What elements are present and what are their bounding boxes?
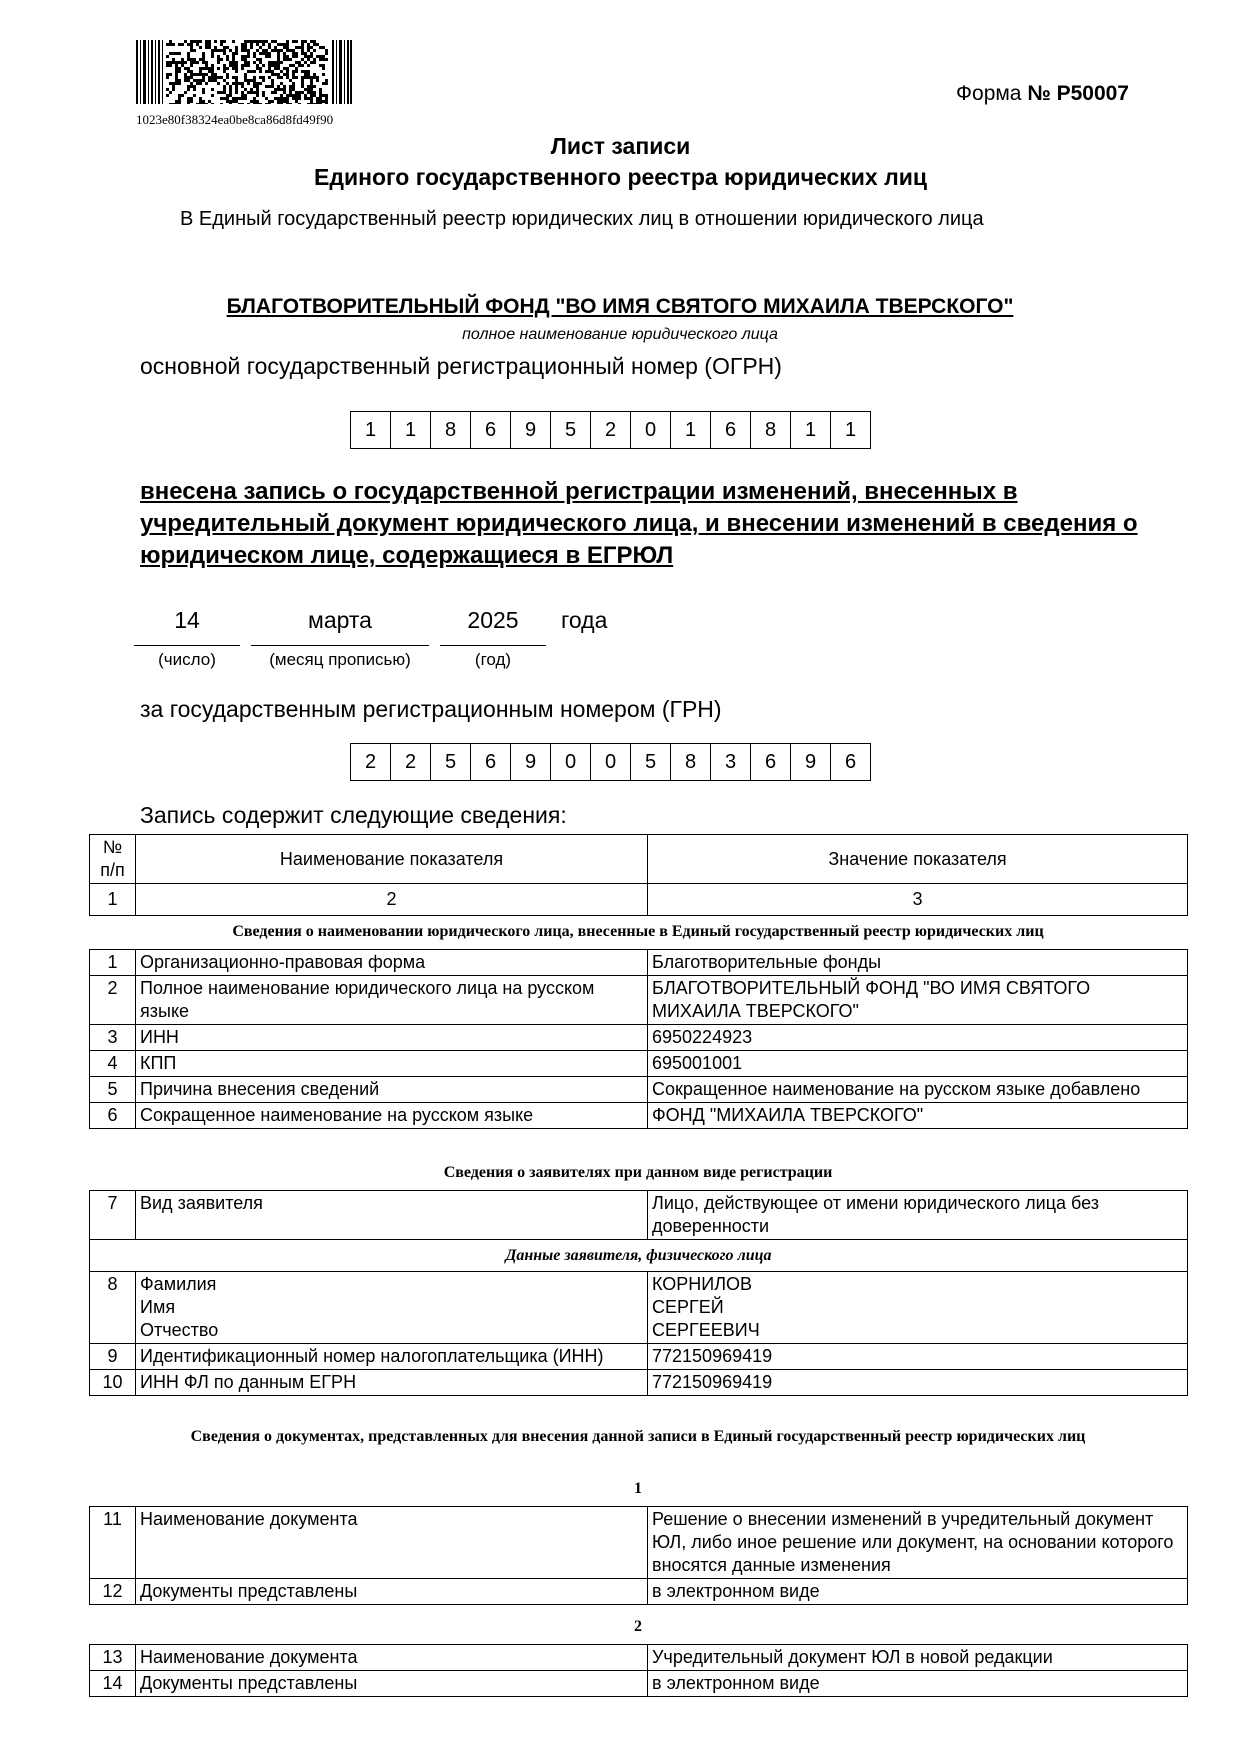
barcode-image bbox=[136, 40, 352, 104]
grn-digit: 9 bbox=[511, 743, 551, 781]
row-name: Документы представлены bbox=[136, 1579, 648, 1605]
table-row bbox=[90, 1103, 1188, 1129]
row-number: 12 bbox=[90, 1579, 136, 1605]
table-row bbox=[90, 1191, 1188, 1240]
date-day-line bbox=[134, 645, 240, 646]
intro-text: В Единый государственный реестр юридических лиц в отношении юридического лица bbox=[180, 208, 984, 230]
row-name: ИНН ФЛ по данным ЕГРН bbox=[136, 1370, 648, 1396]
date-day-caption: (число) bbox=[158, 650, 216, 669]
row-value: в электронном виде bbox=[648, 1671, 1188, 1697]
applicant-subheading: Данные заявителя, физического лица bbox=[90, 1240, 1188, 1272]
ogrn-digit: 8 bbox=[751, 411, 791, 449]
row-value bbox=[648, 1272, 1188, 1344]
col-value-header: Значение показателя bbox=[648, 835, 1188, 884]
grn-label: за государственным регистрационным номером (ГРН) bbox=[140, 696, 722, 722]
row-value: Учредительный документ ЮЛ в новой редакции bbox=[648, 1645, 1188, 1671]
date-month-caption: (месяц прописью) bbox=[269, 650, 411, 669]
section-heading-documents: Сведения о документах, представленных для внесения данной записи в Единый государственный реестр юридических лиц bbox=[190, 1428, 1086, 1445]
row-value: ФОНД "МИХАИЛА ТВЕРСКОГО" bbox=[648, 1103, 1188, 1129]
table-row bbox=[90, 976, 1188, 1025]
col-number-index: 1 bbox=[90, 884, 136, 916]
form-label: Форма bbox=[956, 82, 1022, 105]
organization-name: БЛАГОТВОРИТЕЛЬНЫЙ ФОНД "ВО ИМЯ СВЯТОГО МИХАИЛА ТВЕРСКОГО" bbox=[226, 295, 1014, 318]
barcode-id: 1023e80f38324ea0be8ca86d8fd49f90 bbox=[136, 112, 334, 127]
ogrn-digit: 8 bbox=[431, 411, 471, 449]
col-name-index: 2 bbox=[136, 884, 648, 916]
ogrn-digit: 9 bbox=[511, 411, 551, 449]
surname-value: КОРНИЛОВ bbox=[652, 1274, 753, 1294]
first-name-label: Имя bbox=[140, 1297, 176, 1317]
form-code: № Р50007 bbox=[1027, 82, 1129, 105]
col-number-header: № п/п bbox=[90, 835, 136, 884]
row-name: Документы представлены bbox=[136, 1671, 648, 1697]
document-number-1: 1 bbox=[634, 1480, 642, 1497]
section-applicants-table bbox=[89, 1190, 1188, 1396]
row-name: ИНН bbox=[136, 1025, 648, 1051]
row-number: 11 bbox=[90, 1507, 136, 1579]
grn-digit: 2 bbox=[391, 743, 431, 781]
grn-digit: 5 bbox=[631, 743, 671, 781]
date-year-caption: (год) bbox=[474, 650, 512, 669]
row-name: Полное наименование юридического лица на русском языке bbox=[136, 976, 648, 1025]
patronymic-value: СЕРГЕЕВИЧ bbox=[652, 1320, 760, 1340]
ogrn-digit: 1 bbox=[351, 411, 391, 449]
contains-label: Запись содержит следующие сведения: bbox=[140, 802, 567, 828]
row-value: 695001001 bbox=[648, 1051, 1188, 1077]
row-name bbox=[136, 1272, 648, 1344]
date-month: марта bbox=[308, 607, 372, 633]
surname-label: Фамилия bbox=[140, 1274, 217, 1294]
col-name-header: Наименование показателя bbox=[136, 835, 648, 884]
document-subtitle: Единого государственного реестра юридических лиц bbox=[314, 164, 927, 190]
row-value: Благотворительные фонды bbox=[648, 950, 1188, 976]
row-name: Вид заявителя bbox=[136, 1191, 648, 1240]
row-name: Сокращенное наименование на русском языке bbox=[136, 1103, 648, 1129]
ogrn-digit: 1 bbox=[391, 411, 431, 449]
record-type: внесена запись о государственной регистрации изменений, внесенных в учредительный документ юридического лица, и внесении изменений в сведения о юридическом лице, содержащиеся в ЕГРЮЛ bbox=[140, 478, 1138, 569]
table-row bbox=[90, 1272, 1188, 1344]
col-value-index: 3 bbox=[648, 884, 1188, 916]
document-2-table bbox=[89, 1644, 1188, 1697]
row-number: 1 bbox=[90, 950, 136, 976]
row-number: 8 bbox=[90, 1272, 136, 1344]
row-number: 10 bbox=[90, 1370, 136, 1396]
ogrn-digit: 6 bbox=[711, 411, 751, 449]
grn-digit: 8 bbox=[671, 743, 711, 781]
row-number: 6 bbox=[90, 1103, 136, 1129]
row-value: 6950224923 bbox=[648, 1025, 1188, 1051]
grn-digit: 5 bbox=[431, 743, 471, 781]
ogrn-digit: 1 bbox=[831, 411, 871, 449]
patronymic-label: Отчество bbox=[140, 1320, 219, 1340]
date-year-line bbox=[440, 645, 546, 646]
grn-digits bbox=[350, 743, 871, 781]
document-title: Лист записи bbox=[550, 133, 691, 159]
ogrn-label: основной государственный регистрационный номер (ОГРН) bbox=[140, 353, 782, 379]
row-number: 13 bbox=[90, 1645, 136, 1671]
table-row bbox=[90, 1344, 1188, 1370]
ogrn-digit: 5 bbox=[551, 411, 591, 449]
section-heading-applicants: Сведения о заявителях при данном виде регистрации bbox=[443, 1164, 833, 1181]
row-value: Сокращенное наименование на русском языке добавлено bbox=[648, 1077, 1188, 1103]
row-number: 3 bbox=[90, 1025, 136, 1051]
row-number: 9 bbox=[90, 1344, 136, 1370]
row-name: Идентификационный номер налогоплательщика (ИНН) bbox=[136, 1344, 648, 1370]
records-header-table bbox=[89, 834, 1188, 916]
table-row bbox=[90, 1645, 1188, 1671]
organization-name-caption: полное наименование юридического лица bbox=[462, 326, 778, 343]
ogrn-digits bbox=[350, 411, 871, 449]
row-number: 4 bbox=[90, 1051, 136, 1077]
table-row bbox=[90, 1671, 1188, 1697]
row-name: КПП bbox=[136, 1051, 648, 1077]
row-number: 5 bbox=[90, 1077, 136, 1103]
section-heading-name: Сведения о наименовании юридического лица, внесенные в Единый государственный реестр юридических лиц bbox=[232, 923, 1044, 940]
ogrn-digit: 1 bbox=[791, 411, 831, 449]
row-number: 2 bbox=[90, 976, 136, 1025]
ogrn-digit: 0 bbox=[631, 411, 671, 449]
ogrn-digit: 1 bbox=[671, 411, 711, 449]
form-number bbox=[956, 82, 1129, 106]
table-row bbox=[90, 1507, 1188, 1579]
ogrn-digit: 2 bbox=[591, 411, 631, 449]
row-name: Наименование документа bbox=[136, 1645, 648, 1671]
date-year: 2025 bbox=[467, 607, 519, 633]
grn-digit: 9 bbox=[791, 743, 831, 781]
row-value: 772150969419 bbox=[648, 1344, 1188, 1370]
table-row bbox=[90, 950, 1188, 976]
table-row bbox=[90, 1025, 1188, 1051]
grn-digit: 0 bbox=[551, 743, 591, 781]
table-row bbox=[90, 1077, 1188, 1103]
grn-digit: 6 bbox=[831, 743, 871, 781]
row-name: Причина внесения сведений bbox=[136, 1077, 648, 1103]
grn-digit: 0 bbox=[591, 743, 631, 781]
date-day: 14 bbox=[174, 607, 200, 633]
row-value: 772150969419 bbox=[648, 1370, 1188, 1396]
row-value: Лицо, действующее от имени юридического лица без доверенности bbox=[648, 1191, 1188, 1240]
row-name: Организационно-правовая форма bbox=[136, 950, 648, 976]
document-number-2: 2 bbox=[634, 1618, 642, 1635]
document-1-table bbox=[89, 1506, 1188, 1605]
row-value: БЛАГОТВОРИТЕЛЬНЫЙ ФОНД "ВО ИМЯ СВЯТОГО МИХАИЛА ТВЕРСКОГО" bbox=[648, 976, 1188, 1025]
section-name-table bbox=[89, 949, 1188, 1129]
grn-digit: 6 bbox=[471, 743, 511, 781]
grn-digit: 2 bbox=[351, 743, 391, 781]
table-row bbox=[90, 1370, 1188, 1396]
row-value: в электронном виде bbox=[648, 1579, 1188, 1605]
table-row bbox=[90, 1051, 1188, 1077]
table-row bbox=[90, 1579, 1188, 1605]
row-name: Наименование документа bbox=[136, 1507, 648, 1579]
date-suffix: года bbox=[561, 607, 608, 633]
date-month-line bbox=[251, 645, 429, 646]
grn-digit: 3 bbox=[711, 743, 751, 781]
row-number: 7 bbox=[90, 1191, 136, 1240]
ogrn-digit: 6 bbox=[471, 411, 511, 449]
grn-digit: 6 bbox=[751, 743, 791, 781]
first-name-value: СЕРГЕЙ bbox=[652, 1297, 724, 1317]
row-number: 14 bbox=[90, 1671, 136, 1697]
row-value: Решение о внесении изменений в учредительный документ ЮЛ, либо иное решение или документ, на основании которого вносятся данные изменения bbox=[648, 1507, 1188, 1579]
